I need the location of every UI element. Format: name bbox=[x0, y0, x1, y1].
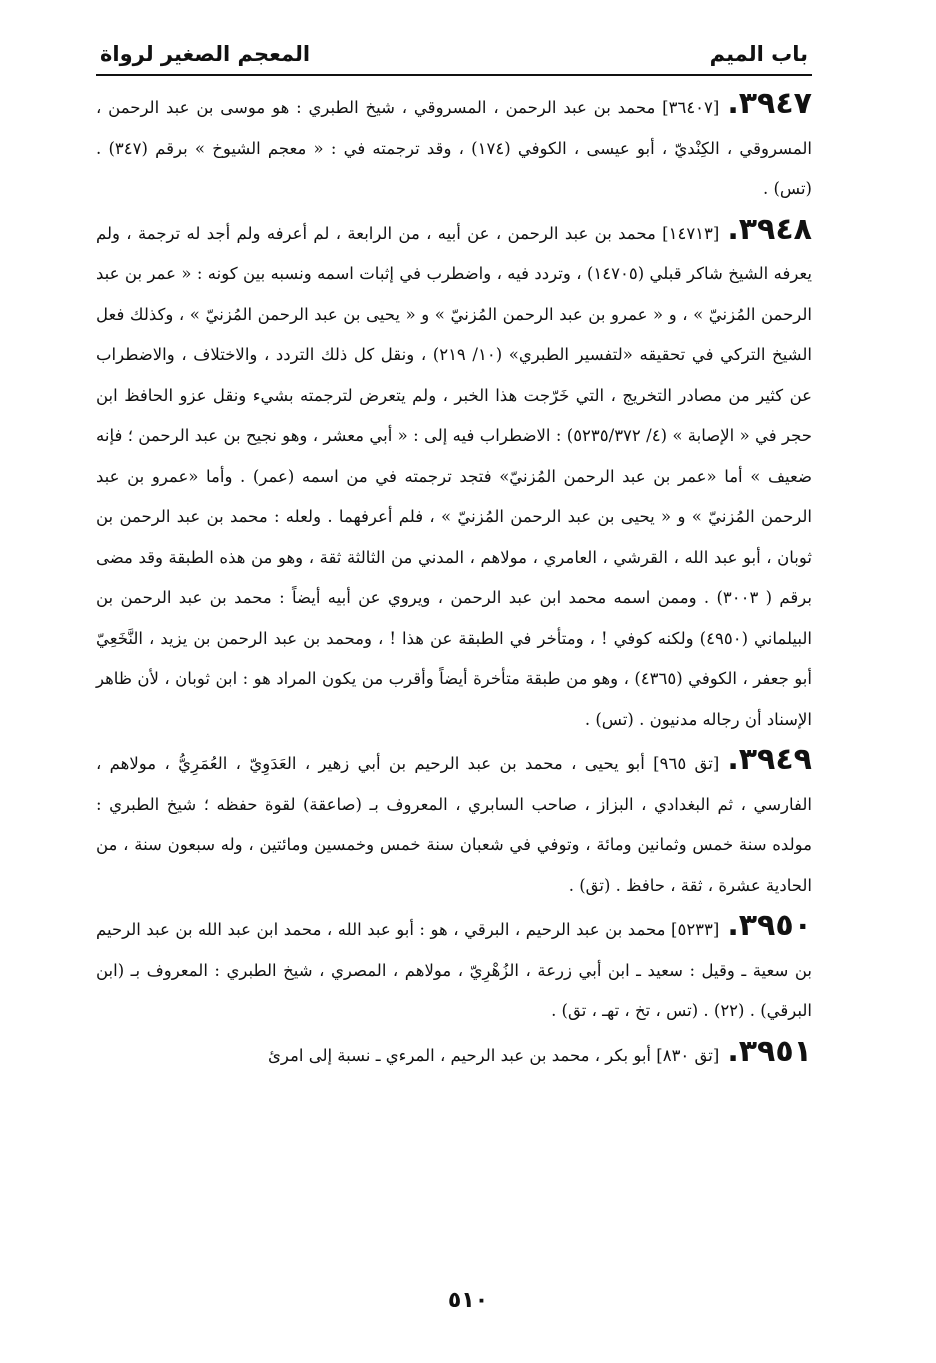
entry-number: ٣٩٤٩. bbox=[727, 742, 812, 777]
running-head bbox=[96, 30, 812, 76]
entry-text: [١٤٧١٣] محمد بن عبد الرحمن ، عن أبيه ، من الرابعة ، لم أعرفه ولم أجد له ترجمة ، ولم يعرفه الشيخ شاكر قبلي (١٤٧٠٥) ، وتردد فيه ، واضطرب في إثبات اسمه ونسبه بين كونه : « عمر بن عبد الرحمن المُزنيّ » ، و « عمرو بن عبد الرحمن المُزنيّ » و « يحيى بن عبد الرحمن المُزنيّ » ، وكذلك فعل الشيخ التركي في تحقيقه «لتفسير الطبري» (١٠/ ٢١٩) ، ونقل كل ذلك التردد ، والاختلاف ، والاضطراب عن كثير من مصادر التخريج ، التي خَرّجت هذا الخبر ، ولم يتعرض لترجمته بشيء ونقل عزو الحافظ ابن حجر في « الإصابة » (٤/ ٥٢٣٥/٣٧٢) : الاضطراب فيه إلى : « أبي معشر ، وهو نجيح بن عبد الرحمن ؛ فإنه ضعيف » أما «عمر بن عبد الرحمن المُزنيّ» فتجد ترجمته في من اسمه (عمر) . وأما «عمرو بن عبد الرحمن المُزنيّ » و « يحيى بن عبد الرحمن المُزنيّ » ، فلم أعرفهما . ولعله : محمد بن عبد الرحمن بن ثوبان ، أبو عبد الله ، القرشي ، العامري ، مولاهم ، المدني من الثالثة ثقة ، وهو من هذه الطبقة وقد مضى برقم ( ٣٠٠٣) . وممن اسمه محمد ابن عبد الرحمن ، ويروي عن أبيه أيضاً : محمد بن عبد الرحمن بن البيلماني (٤٩٥٠) ولكنه كوفي ! ، ومتأخر في الطبقة عن هذا ! ، ومحمد بن عبد الرحمن بن يزيد ، النَّخَعِيّ أبو جعفر ، الكوفي (٤٣٦٥) ، وهو من طبقة متأخرة أيضاً وأقرب من يكون المراد هو : ابن ثوبان ، لأن ظاهر الإسناد أن رجاله مدنيون . (تس) . bbox=[96, 223, 813, 729]
entry-number: ٣٩٤٧. bbox=[727, 86, 812, 121]
header-chapter: باب الميم bbox=[709, 42, 808, 66]
entry-number: ٣٩٥١. bbox=[727, 1033, 812, 1069]
entries-list bbox=[96, 84, 812, 1076]
entry-text: [٣٦٤٠٧] محمد بن عبد الرحمن ، المسروقي ، شيخ الطبري : هو موسى بن عبد الرحمن ، المسروقي ، الكِنْديّ ، أبو عيسى ، الكوفي (١٧٤) ، وقد ترجمته في : « معجم الشيوخ » برقم (٣٤٧) . (تس) . bbox=[96, 98, 812, 198]
entry-number: ٣٩٤٨. bbox=[727, 211, 812, 247]
entry-3951 bbox=[96, 1032, 812, 1077]
entry-number: ٣٩٥٠. bbox=[727, 908, 812, 943]
entry-text: [٥٢٣٣] محمد بن عبد الرحيم ، البرقي ، هو : أبو عبد الله ، محمد ابن عبد الله بن عبد الرحيم بن سعية ـ وقيل : سعيد ـ ابن أبي زرعة ، الزُهْرِيّ ، مولاهم ، المصري ، شيخ الطبري : المعروف بـ (ابن البرقي) . (٢٢) . (تس ، تخ ، تهـ ، تق) . bbox=[96, 920, 812, 1020]
document-page bbox=[96, 30, 812, 1076]
entry-3948 bbox=[96, 210, 812, 741]
entry-3949 bbox=[96, 740, 812, 906]
entry-3947 bbox=[96, 84, 812, 210]
header-book-title: المعجم الصغير لرواة bbox=[100, 42, 311, 66]
entry-text: [تق ٨٣٠] أبو بكر ، محمد بن عبد الرحيم ، المرءي ـ نسبة إلى امرئ bbox=[268, 1045, 720, 1065]
entry-text: [تق ٩٦٥] أبو يحيى ، محمد بن عبد الرحيم بن أبي زهير ، العَدَوِيّ ، العُمَرِيُّ ، مولاهم ، الفارسي ، ثم البغدادي ، البزاز ، صاحب السابري ، المعروف بـ (صاعقة) لقوة حفظه ؛ شيخ الطبري : مولده سنة خمس وثمانين ومائة ، وتوفي في شعبان سنة خمس وخمسين ومائتين ، وله سبعون سنة ، من الحادية عشرة ، ثقة ، حافظ . (تق) . bbox=[96, 754, 812, 895]
entry-3950 bbox=[96, 906, 812, 1032]
page-number: ٥١٠ bbox=[447, 1288, 489, 1313]
